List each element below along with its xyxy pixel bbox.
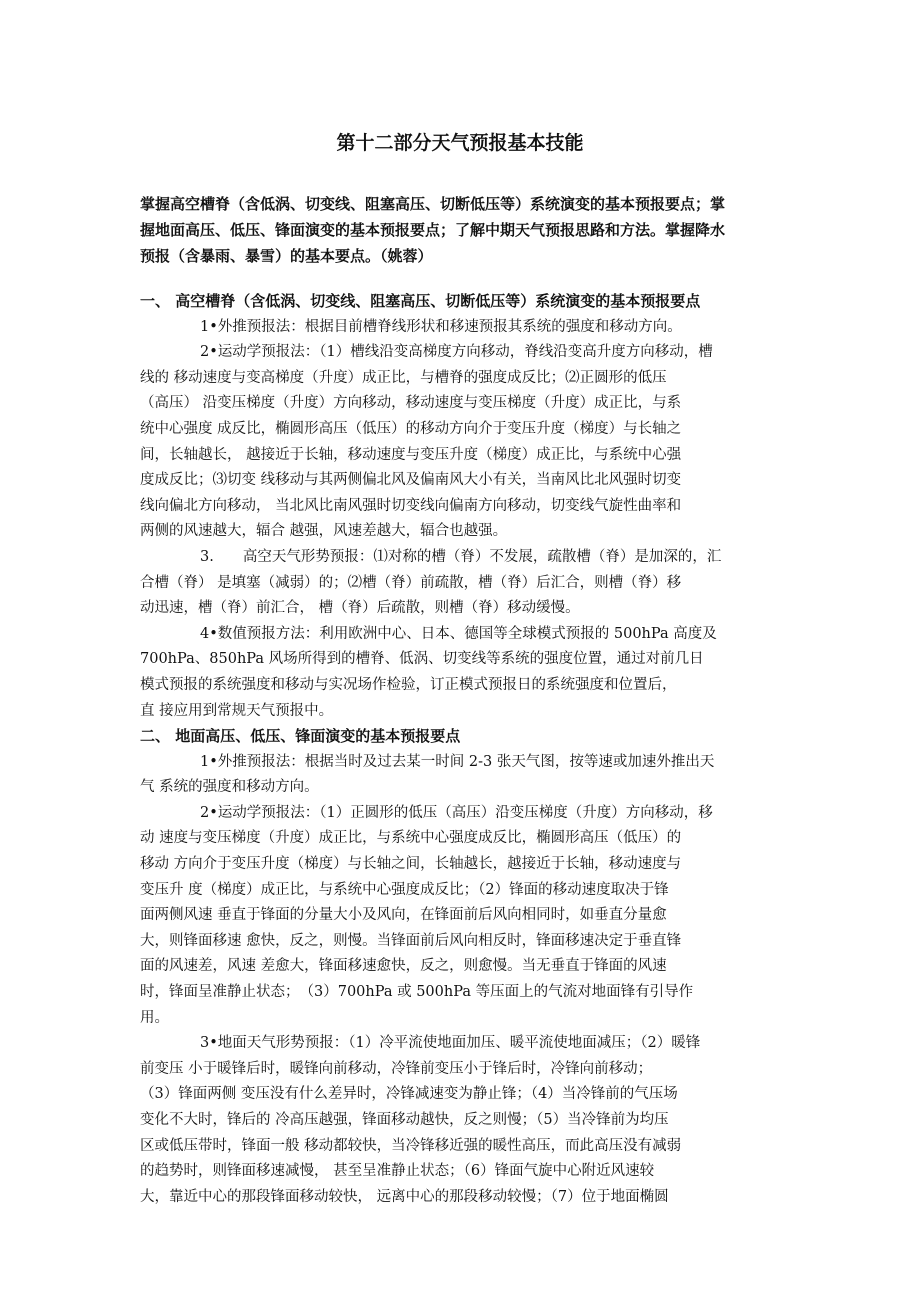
text-line: 1•外推预报法：根据当时及过去某一时间 2-3 张天气图，按等速或加速外推出天 bbox=[200, 753, 715, 770]
text-line: 前变压 小于暖锋后时，暖锋向前移动，冷锋前变压小于锋后时，冷锋向前移动； bbox=[140, 1060, 653, 1077]
text-line: 模式预报的系统强度和移动与实况场作检验，订正模式预报日的系统强度和位置后， bbox=[140, 676, 677, 693]
page-title: 第十二部分天气预报基本技能 bbox=[336, 132, 584, 154]
text-line: 大，靠近中心的那段锋面移动较快， 远离中心的那段移动较慢；（7）位于地面椭圆 bbox=[140, 1188, 669, 1205]
text-line: （3）锋面两侧 变压没有什么差异时，冷锋减速变为静止锋；（4）当冷锋前的气压场 bbox=[140, 1086, 678, 1103]
intro-line: 握地面高压、低压、锋面演变的基本预报要点；了解中期天气预报思路和方法。掌握降水 bbox=[140, 221, 726, 239]
text-line: 间，长轴越长， 越接近于长轴，移动速度与变压升度（梯度）成正比，与系统中心强 bbox=[140, 446, 682, 463]
text-line: 2•运动学预报法：（1）槽线沿变高梯度方向移动，脊线沿变高升度方向移动，槽 bbox=[200, 344, 713, 361]
text-line: 1•外推预报法：根据目前槽脊线形状和移速预报其系统的强度和移动方向。 bbox=[200, 318, 682, 335]
text-line: 线的 移动速度与变高梯度（升度）成正比，与槽脊的强度成反比；⑵正圆形的低压 bbox=[140, 369, 667, 386]
text-line: 时，锋面呈准静止状态； （3）700hPa 或 500hPa 等压面上的气流对地面锋有引导作 bbox=[140, 984, 694, 1001]
text-line: 动 速度与变压梯度（升度）成正比，与系统中心强度成反比，椭圆形高压（低压）的 bbox=[140, 830, 682, 847]
text-line: 度成反比；⑶切变 线移动与其两侧偏北风及偏南风大小有关，当南风比北风强时切变 bbox=[140, 472, 682, 489]
intro-paragraph bbox=[140, 191, 790, 269]
text-line: （高压） 沿变压梯度（升度）方向移动，移动速度与变压梯度（升度）成正比，与系 bbox=[140, 395, 682, 412]
paragraph bbox=[140, 545, 800, 622]
text-line: 气 系统的强度和移动方向。 bbox=[140, 779, 319, 796]
text-line: 直 接应用到常规天气预报中。 bbox=[140, 702, 334, 719]
text-line: 700hPa、850hPa 风场所得到的槽脊、低涡、切变线等系统的强度位置，通过对前几日 bbox=[140, 651, 704, 668]
paragraph bbox=[140, 750, 800, 801]
intro-line: 预报（含暴雨、暴雪）的基本要点。（姚蓉） bbox=[140, 247, 433, 265]
text-line: 合槽（脊） 是填塞（减弱）的；⑵槽（脊）前疏散，槽（脊）后汇合，则槽（脊）移 bbox=[140, 574, 682, 591]
text-line: 的趋势时，则锋面移速减慢， 甚至呈准静止状态；（6）锋面气旋中心附近风速较 bbox=[140, 1163, 655, 1180]
text-line: 大，则锋面移速 愈快，反之，则慢。当锋面前后风向相反时，锋面移速决定于垂直锋 bbox=[140, 932, 682, 949]
text-line: 移动 方向介于变压升度（梯度）与长轴之间，长轴越长，越接近于长轴，移动速度与 bbox=[140, 856, 682, 873]
paragraph bbox=[140, 1031, 800, 1210]
text-line: 动迅速，槽（脊）前汇合， 槽（脊）后疏散，则槽（脊）移动缓慢。 bbox=[140, 600, 580, 617]
text-line: 3. 高空天气形势预报：⑴对称的槽（脊）不发展，疏散槽（脊）是加深的，汇 bbox=[200, 548, 722, 565]
text-line: 两侧的风速越大，辐合 越强，风速差越大，辐合也越强。 bbox=[140, 523, 508, 540]
intro-line: 掌握高空槽脊（含低涡、切变线、阻塞高压、切断低压等）系统演变的基本预报要点；掌 bbox=[140, 195, 726, 213]
text-line: 二、 地面高压、低压、锋面演变的基本预报要点 bbox=[140, 727, 461, 746]
text-line: 统中心强度 成反比，椭圆形高压（低压）的移动方向介于变压升度（梯度）与长轴之 bbox=[140, 420, 682, 437]
text-line: 一、 高空槽脊（含低涡、切变线、阻塞高压、切断低压等）系统演变的基本预报要点 bbox=[140, 292, 701, 310]
paragraph bbox=[140, 315, 800, 341]
text-line: 区或低压带时，锋面一般 移动都较快，当冷锋移近强的暖性高压，而此高压没有减弱 bbox=[140, 1137, 682, 1154]
text-line: 变压升 度（梯度）成正比，与系统中心强度成反比；（2）锋面的移动速度取决于锋 bbox=[140, 881, 669, 898]
section-heading bbox=[140, 289, 800, 315]
paragraph bbox=[140, 801, 800, 1031]
text-line: 4•数值预报方法：利用欧洲中心、日本、德国等全球模式预报的 500hPa 高度及 bbox=[200, 625, 717, 642]
text-line: 线向偏北方向移动， 当北风比南风强时切变线向偏南方向移动，切变线气旋性曲率和 bbox=[140, 497, 682, 514]
text-line: 面的风速差，风速 差愈大，锋面移速愈快，反之，则愈慢。当无垂直于锋面的风速 bbox=[140, 958, 667, 975]
text-line: 面两侧风速 垂直于锋面的分量大小及风向，在锋面前后风向相同时，如垂直分量愈 bbox=[140, 907, 667, 924]
document-body bbox=[140, 289, 800, 1210]
text-line: 2•运动学预报法：（1）正圆形的低压（高压）沿变压梯度（升度）方向移动，移 bbox=[200, 804, 713, 821]
text-line: 变化不大时，锋后的 冷高压越强，锋面移动越快，反之则慢；（5）当冷锋前为均压 bbox=[140, 1112, 669, 1128]
text-line: 3•地面天气形势预报：（1）冷平流使地面加压、暖平流使地面减压；（2）暖锋 bbox=[200, 1035, 701, 1052]
paragraph bbox=[140, 622, 800, 724]
paragraph bbox=[140, 340, 800, 545]
text-line: 用。 bbox=[140, 1009, 169, 1026]
section-heading bbox=[140, 724, 800, 750]
